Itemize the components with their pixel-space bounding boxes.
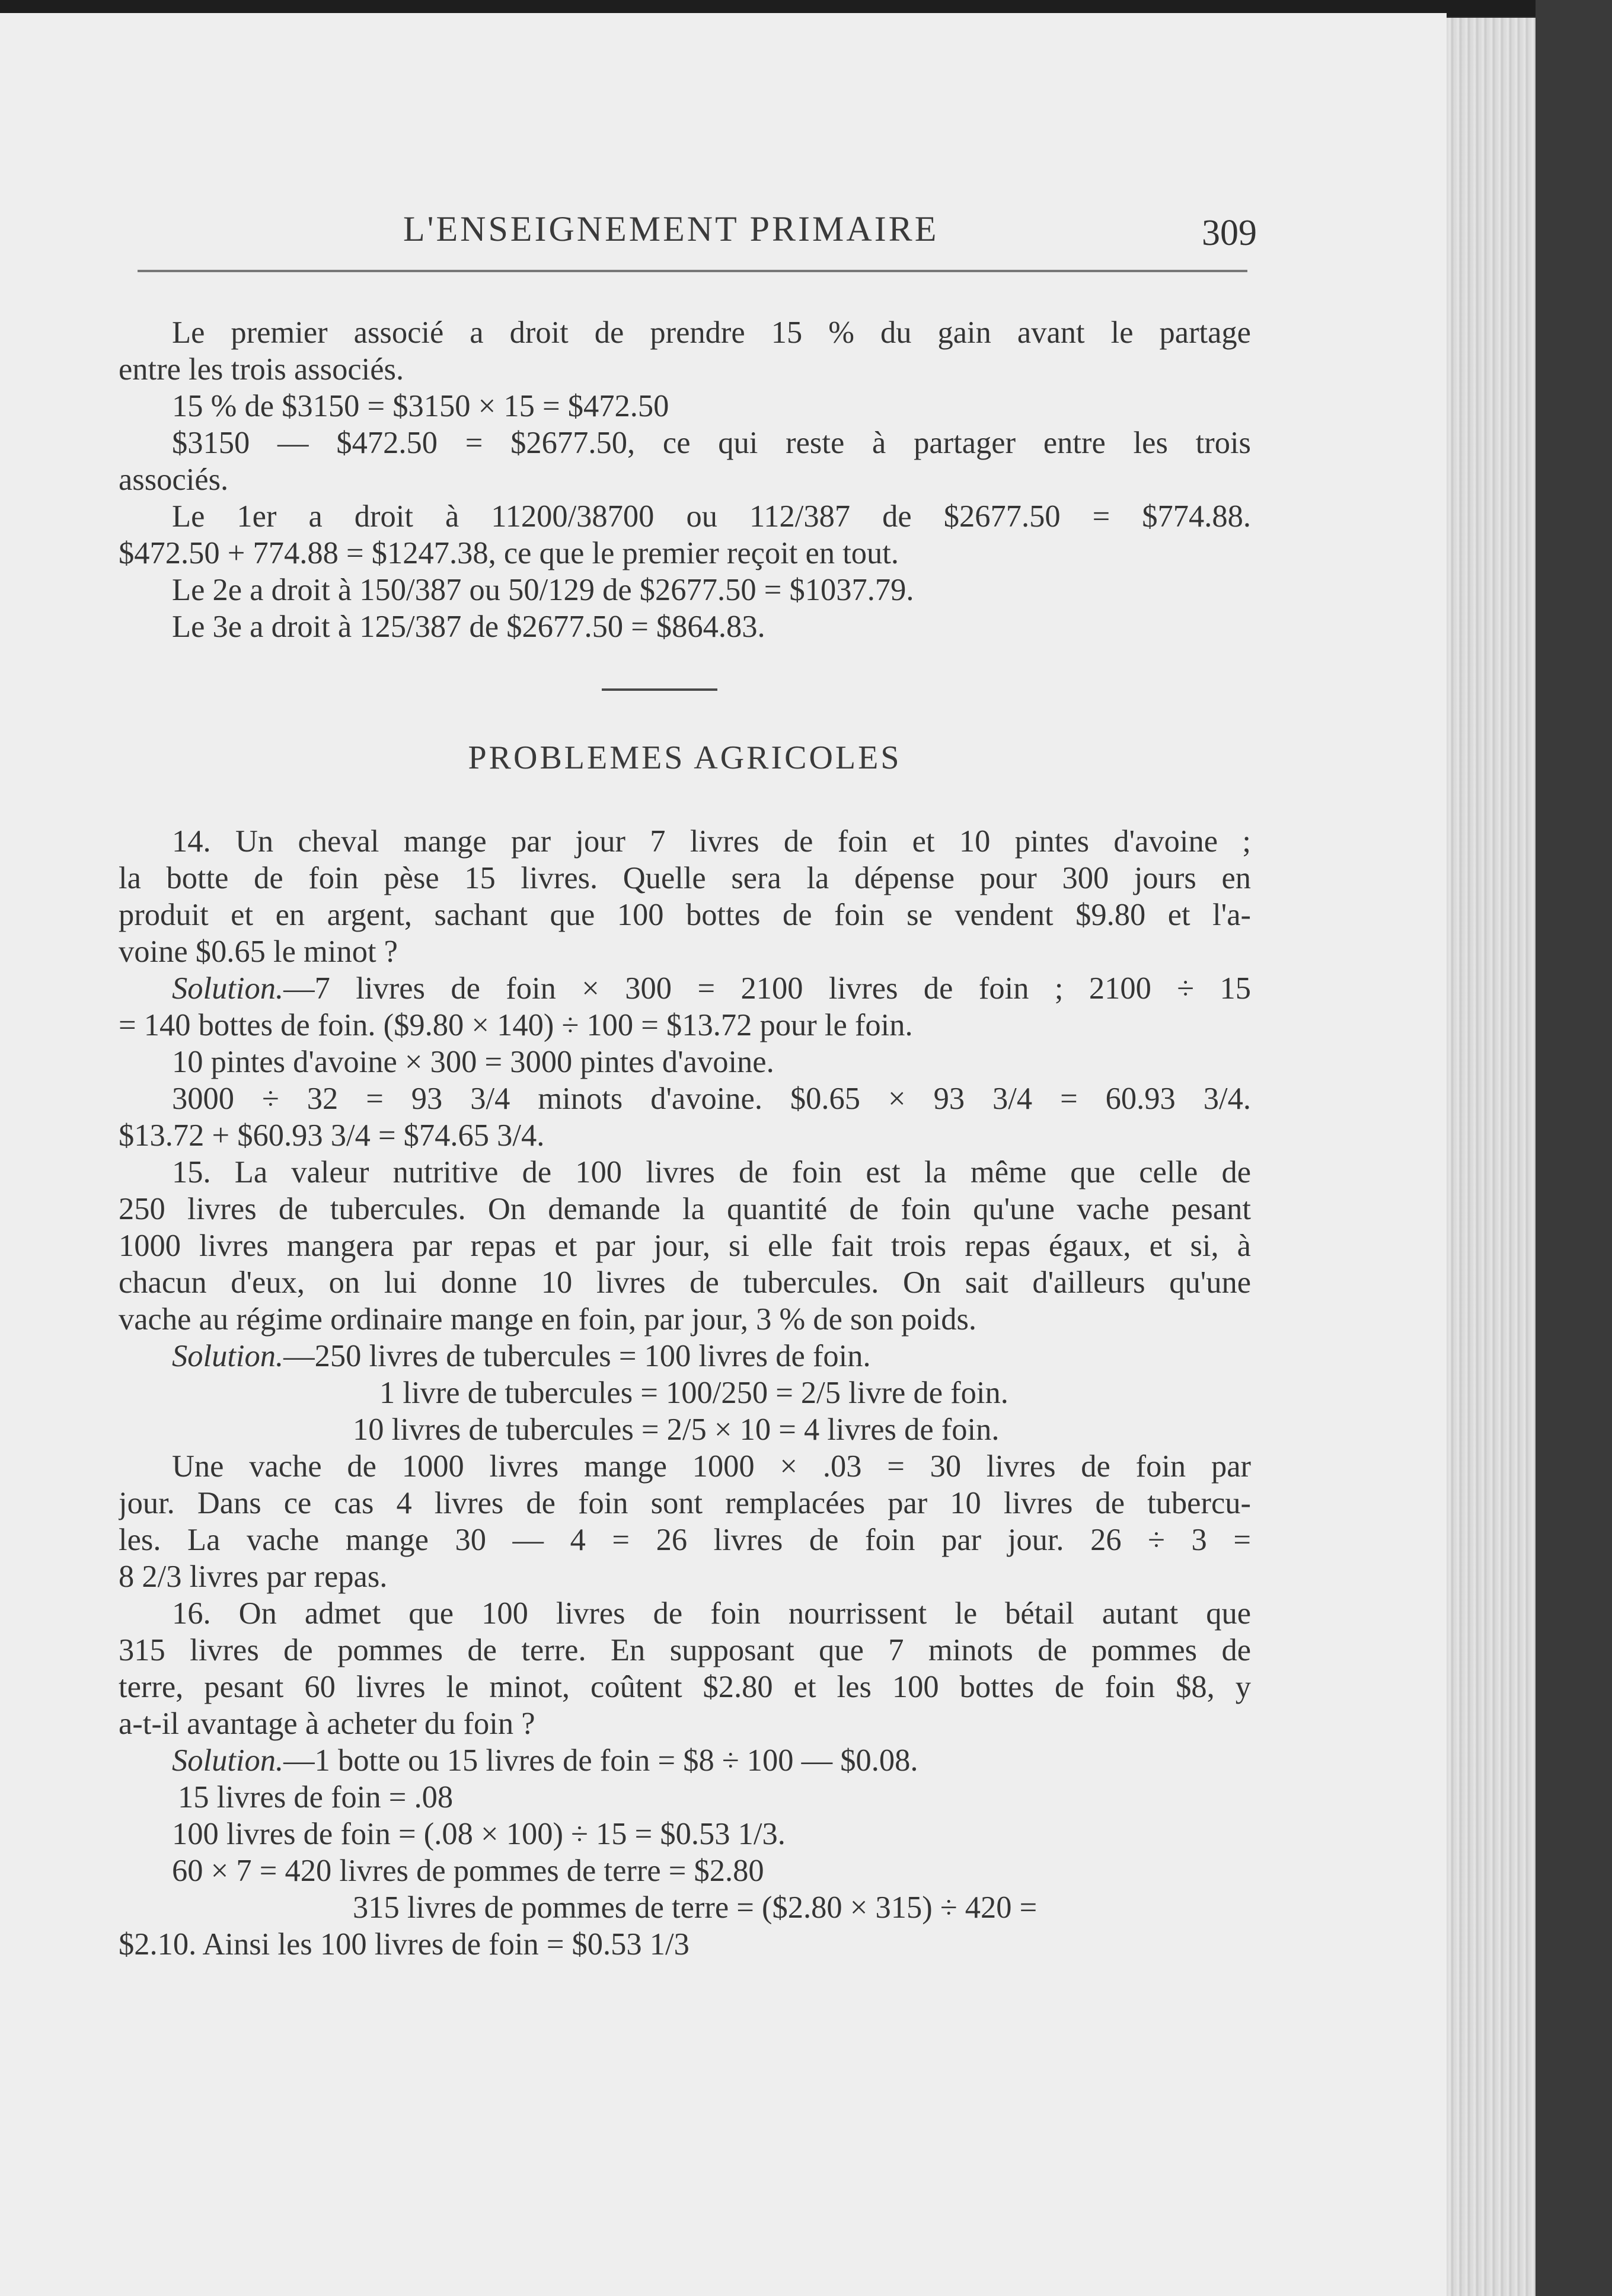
partnership-calculation <box>119 314 1251 645</box>
solution-line <box>119 1742 1251 1779</box>
text-line: 250 livres de tubercules. On demande la quantité de foin qu'une vache pesant <box>119 1192 1251 1226</box>
solution-line <box>119 1338 1251 1375</box>
text-line: Le 1er a droit à 11200/38700 ou 112/387 de $2677.50 = $774.88. <box>172 499 1251 534</box>
text-line: $13.72 + $60.93 3/4 = $74.65 3/4. <box>119 1118 545 1153</box>
text-line: associés. <box>119 463 229 497</box>
text-line: entre les trois associés. <box>119 352 404 387</box>
text-line: Le 2e a droit à 150/387 ou 50/129 de $2677.50 = $1037.79. <box>172 573 914 607</box>
text-line: a-t-il avantage à acheter du foin ? <box>119 1707 535 1741</box>
section-separator <box>119 645 1251 734</box>
text-line: 315 livres de pommes de terre. En supposant que 7 minots de pommes de <box>119 1633 1251 1667</box>
text-line: 3000 ÷ 32 = 93 3/4 minots d'avoine. $0.65 × 93 3/4 = 60.93 3/4. <box>172 1082 1251 1116</box>
header-rule <box>138 270 1247 272</box>
text-line: jour. Dans ce cas 4 livres de foin sont remplacées par 10 livres de tubercu- <box>119 1486 1251 1520</box>
text-line: Le premier associé a droit de prendre 15 % du gain avant le partage <box>172 315 1251 350</box>
text-line: la botte de foin pèse 15 livres. Quelle sera la dépense pour 300 jours en <box>119 861 1251 895</box>
text-line: 1 livre de tubercules = 100/250 = 2/5 livre de foin. <box>379 1376 1008 1410</box>
text-line: voine $0.65 le minot ? <box>119 935 398 969</box>
text-line: 315 livres de pommes de terre = ($2.80 × 315) ÷ 420 = <box>353 1890 1038 1925</box>
text-line: Une vache de 1000 livres mange 1000 × .03 = 30 livres de foin par <box>172 1449 1251 1484</box>
text-line: 100 livres de foin = (.08 × 100) ÷ 15 = $0.53 1/3. <box>172 1817 786 1851</box>
text-line: terre, pesant 60 livres le minot, coûtent $2.80 et les 100 bottes de foin $8, y <box>119 1670 1251 1704</box>
page-body <box>119 314 1251 1963</box>
text-line: 10 livres de tubercules = 2/5 × 10 = 4 livres de foin. <box>353 1412 1000 1447</box>
solution-text: —1 botte ou 15 livres de foin = $8 ÷ 100 — $0.08. <box>283 1743 918 1778</box>
text-line: 14. Un cheval mange par jour 7 livres de foin et 10 pintes d'avoine ; <box>172 824 1251 859</box>
page-edges <box>1447 18 1536 2296</box>
solution-text: —250 livres de tubercules = 100 livres de foin. <box>283 1339 871 1373</box>
text-line: 60 × 7 = 420 livres de pommes de terre = $2.80 <box>172 1854 764 1888</box>
problem-15 <box>119 1154 1251 1595</box>
text-line: 10 pintes d'avoine × 300 = 3000 pintes d'avoine. <box>172 1045 774 1079</box>
text-line: les. La vache mange 30 — 4 = 26 livres de foin par jour. 26 ÷ 3 = <box>119 1523 1251 1557</box>
solution-line <box>119 970 1251 1007</box>
text-line: 16. On admet que 100 livres de foin nourrissent le bétail autant que <box>172 1596 1251 1631</box>
text-line: Le 3e a droit à 125/387 de $2677.50 = $864.83. <box>172 610 765 644</box>
scan-background-right <box>1536 0 1612 2296</box>
text-line: produit et en argent, sachant que 100 bottes de foin se vendent $9.80 et l'a- <box>119 898 1251 932</box>
text-line: 15. La valeur nutritive de 100 livres de foin est la même que celle de <box>172 1155 1251 1190</box>
text-line: 15 livres de foin = .08 <box>178 1780 454 1815</box>
text-line: 15 % de $3150 = $3150 × 15 = $472.50 <box>172 389 669 423</box>
text-line: = 140 bottes de foin. ($9.80 × 140) ÷ 100 = $13.72 pour le foin. <box>119 1008 913 1042</box>
text-line: $2.10. Ainsi les 100 livres de foin = $0.53 1/3 <box>119 1927 690 1962</box>
solution-label: Solution. <box>172 971 284 1006</box>
solution-text: —7 livres de foin × 300 = 2100 livres de foin ; 2100 ÷ 15 <box>283 971 1251 1006</box>
page-header <box>154 202 1257 255</box>
problem-16 <box>119 1595 1251 1963</box>
text-line: vache au régime ordinaire mange en foin, par jour, 3 % de son poids. <box>119 1302 977 1337</box>
section-title: PROBLEMES AGRICOLES <box>468 739 902 776</box>
page-number: 309 <box>1202 213 1257 253</box>
text-line: $3150 — $472.50 = $2677.50, ce qui reste à partager entre les trois <box>172 426 1251 460</box>
text-line: 8 2/3 livres par repas. <box>119 1560 388 1594</box>
text-line: chacun d'eux, on lui donne 10 livres de tubercules. On sait d'ailleurs qu'une <box>119 1265 1251 1300</box>
solution-label: Solution. <box>172 1743 284 1778</box>
problem-14 <box>119 823 1251 1154</box>
running-head: L'ENSEIGNEMENT PRIMAIRE <box>403 209 939 248</box>
text-line: $472.50 + 774.88 = $1247.38, ce que le premier reçoit en tout. <box>119 536 899 570</box>
solution-label: Solution. <box>172 1339 284 1373</box>
text-line: 1000 livres mangera par repas et par jour, si elle fait trois repas égaux, et si, à <box>119 1229 1251 1263</box>
separator-rule <box>602 688 717 691</box>
